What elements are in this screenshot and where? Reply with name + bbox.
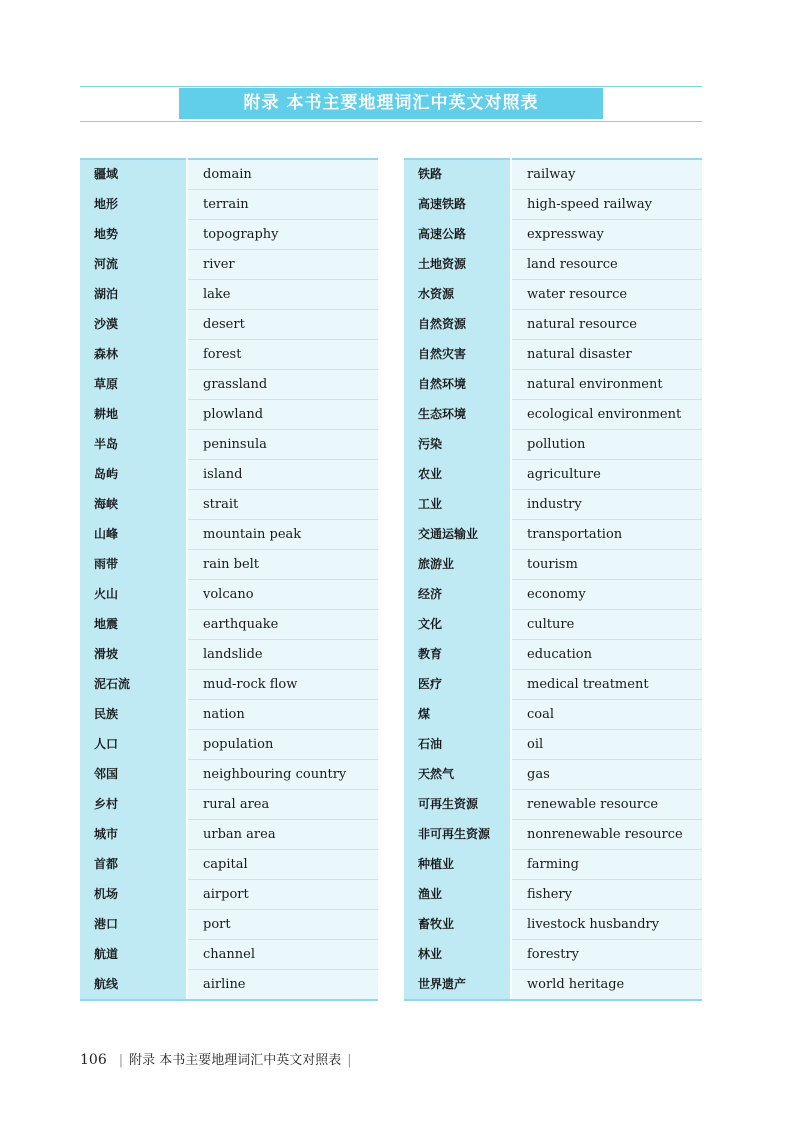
english-term: ecological environment [511, 400, 702, 430]
table-row [80, 970, 378, 1001]
table-row [404, 280, 702, 310]
english-term: river [187, 250, 378, 280]
chinese-term: 自然资源 [404, 310, 511, 340]
chinese-term: 港口 [80, 910, 187, 940]
table-row [404, 970, 702, 1001]
table-row [80, 370, 378, 400]
chinese-term: 生态环境 [404, 400, 511, 430]
table-row [80, 400, 378, 430]
table-row [80, 310, 378, 340]
table-row [80, 790, 378, 820]
english-term: world heritage [511, 970, 702, 1001]
english-term: natural disaster [511, 340, 702, 370]
chinese-term: 渔业 [404, 880, 511, 910]
english-term: island [187, 460, 378, 490]
chinese-term: 半岛 [80, 430, 187, 460]
english-term: railway [511, 159, 702, 190]
english-term: expressway [511, 220, 702, 250]
english-term: gas [511, 760, 702, 790]
chinese-term: 可再生资源 [404, 790, 511, 820]
english-term: rural area [187, 790, 378, 820]
english-term: forest [187, 340, 378, 370]
chinese-term: 航道 [80, 940, 187, 970]
english-term: water resource [511, 280, 702, 310]
chinese-term: 泥石流 [80, 670, 187, 700]
english-term: transportation [511, 520, 702, 550]
page-footer [80, 1049, 358, 1068]
english-term: natural resource [511, 310, 702, 340]
table-row [80, 250, 378, 280]
glossary-table-left [80, 158, 378, 1001]
table-row [80, 159, 378, 190]
chinese-term: 地震 [80, 610, 187, 640]
english-term: rain belt [187, 550, 378, 580]
chinese-term: 民族 [80, 700, 187, 730]
chinese-term: 首都 [80, 850, 187, 880]
chinese-term: 林业 [404, 940, 511, 970]
table-row [404, 430, 702, 460]
english-term: natural environment [511, 370, 702, 400]
chinese-term: 交通运输业 [404, 520, 511, 550]
table-row [80, 550, 378, 580]
english-term: grassland [187, 370, 378, 400]
english-term: nation [187, 700, 378, 730]
chinese-term: 海峡 [80, 490, 187, 520]
english-term: high-speed railway [511, 190, 702, 220]
english-term: pollution [511, 430, 702, 460]
chinese-term: 文化 [404, 610, 511, 640]
chinese-term: 城市 [80, 820, 187, 850]
footer-separator: | [118, 1053, 124, 1068]
chinese-term: 机场 [80, 880, 187, 910]
chinese-term: 地形 [80, 190, 187, 220]
chinese-term: 疆域 [80, 159, 187, 190]
table-row [80, 430, 378, 460]
table-row [80, 850, 378, 880]
table-row [404, 310, 702, 340]
table-row [80, 940, 378, 970]
page-title: 附录 本书主要地理词汇中英文对照表 [179, 88, 603, 119]
english-term: airline [187, 970, 378, 1001]
english-term: coal [511, 700, 702, 730]
english-term: land resource [511, 250, 702, 280]
chinese-term: 种植业 [404, 850, 511, 880]
table-row [80, 520, 378, 550]
table-row [404, 880, 702, 910]
english-term: topography [187, 220, 378, 250]
english-term: channel [187, 940, 378, 970]
english-term: capital [187, 850, 378, 880]
english-term: plowland [187, 400, 378, 430]
table-row [80, 490, 378, 520]
chinese-term: 滑坡 [80, 640, 187, 670]
chinese-term: 医疗 [404, 670, 511, 700]
english-term: urban area [187, 820, 378, 850]
page-number: 106 [80, 1052, 107, 1068]
english-term: culture [511, 610, 702, 640]
chinese-term: 教育 [404, 640, 511, 670]
chinese-term: 森林 [80, 340, 187, 370]
english-term: industry [511, 490, 702, 520]
chinese-term: 沙漠 [80, 310, 187, 340]
english-term: economy [511, 580, 702, 610]
chinese-term: 航线 [80, 970, 187, 1001]
chinese-term: 畜牧业 [404, 910, 511, 940]
table-row [80, 610, 378, 640]
english-term: fishery [511, 880, 702, 910]
table-row [404, 940, 702, 970]
table-row [404, 460, 702, 490]
table-row [404, 370, 702, 400]
table-row [404, 250, 702, 280]
chinese-term: 农业 [404, 460, 511, 490]
table-row [80, 640, 378, 670]
chinese-term: 非可再生资源 [404, 820, 511, 850]
chinese-term: 岛屿 [80, 460, 187, 490]
table-row [80, 820, 378, 850]
english-term: agriculture [511, 460, 702, 490]
english-term: domain [187, 159, 378, 190]
chinese-term: 污染 [404, 430, 511, 460]
table-row [404, 640, 702, 670]
chinese-term: 地势 [80, 220, 187, 250]
table-row [80, 220, 378, 250]
table-row [80, 700, 378, 730]
english-term: farming [511, 850, 702, 880]
chinese-term: 土地资源 [404, 250, 511, 280]
chinese-term: 雨带 [80, 550, 187, 580]
table-row [404, 760, 702, 790]
english-term: lake [187, 280, 378, 310]
footer-separator: | [347, 1053, 352, 1068]
table-row [404, 490, 702, 520]
chinese-term: 经济 [404, 580, 511, 610]
english-term: renewable resource [511, 790, 702, 820]
chinese-term: 自然环境 [404, 370, 511, 400]
table-row [80, 670, 378, 700]
english-term: terrain [187, 190, 378, 220]
table-row [80, 760, 378, 790]
english-term: education [511, 640, 702, 670]
chinese-term: 水资源 [404, 280, 511, 310]
english-term: tourism [511, 550, 702, 580]
english-term: landslide [187, 640, 378, 670]
footer-section-title: 附录 本书主要地理词汇中英文对照表 [129, 1053, 342, 1068]
table-row [404, 670, 702, 700]
table-row [80, 580, 378, 610]
table-row [404, 820, 702, 850]
english-term: forestry [511, 940, 702, 970]
table-row [404, 580, 702, 610]
table-row [80, 910, 378, 940]
chinese-term: 铁路 [404, 159, 511, 190]
english-term: neighbouring country [187, 760, 378, 790]
chinese-term: 旅游业 [404, 550, 511, 580]
english-term: peninsula [187, 430, 378, 460]
english-term: medical treatment [511, 670, 702, 700]
chinese-term: 邻国 [80, 760, 187, 790]
english-term: population [187, 730, 378, 760]
table-row [80, 460, 378, 490]
table-row [404, 610, 702, 640]
chinese-term: 石油 [404, 730, 511, 760]
english-term: strait [187, 490, 378, 520]
table-row [404, 340, 702, 370]
english-term: livestock husbandry [511, 910, 702, 940]
chinese-term: 人口 [80, 730, 187, 760]
chinese-term: 工业 [404, 490, 511, 520]
table-row [404, 910, 702, 940]
chinese-term: 天然气 [404, 760, 511, 790]
english-term: mountain peak [187, 520, 378, 550]
table-row [404, 159, 702, 190]
chinese-term: 河流 [80, 250, 187, 280]
english-term: oil [511, 730, 702, 760]
table-row [80, 340, 378, 370]
chinese-term: 湖泊 [80, 280, 187, 310]
english-term: mud-rock flow [187, 670, 378, 700]
table-row [404, 520, 702, 550]
table-row [404, 790, 702, 820]
title-bar [80, 86, 702, 122]
english-term: volcano [187, 580, 378, 610]
table-row [404, 220, 702, 250]
english-term: airport [187, 880, 378, 910]
table-row [80, 280, 378, 310]
table-row [80, 880, 378, 910]
chinese-term: 煤 [404, 700, 511, 730]
table-row [404, 700, 702, 730]
chinese-term: 火山 [80, 580, 187, 610]
english-term: earthquake [187, 610, 378, 640]
chinese-term: 自然灾害 [404, 340, 511, 370]
table-row [80, 190, 378, 220]
chinese-term: 山峰 [80, 520, 187, 550]
chinese-term: 世界遗产 [404, 970, 511, 1001]
english-term: nonrenewable resource [511, 820, 702, 850]
english-term: desert [187, 310, 378, 340]
table-row [404, 190, 702, 220]
chinese-term: 乡村 [80, 790, 187, 820]
chinese-term: 耕地 [80, 400, 187, 430]
table-row [404, 400, 702, 430]
english-term: port [187, 910, 378, 940]
table-row [404, 550, 702, 580]
chinese-term: 草原 [80, 370, 187, 400]
chinese-term: 高速铁路 [404, 190, 511, 220]
chinese-term: 高速公路 [404, 220, 511, 250]
table-row [404, 730, 702, 760]
table-row [80, 730, 378, 760]
table-row [404, 850, 702, 880]
glossary-table-right [404, 158, 702, 1001]
